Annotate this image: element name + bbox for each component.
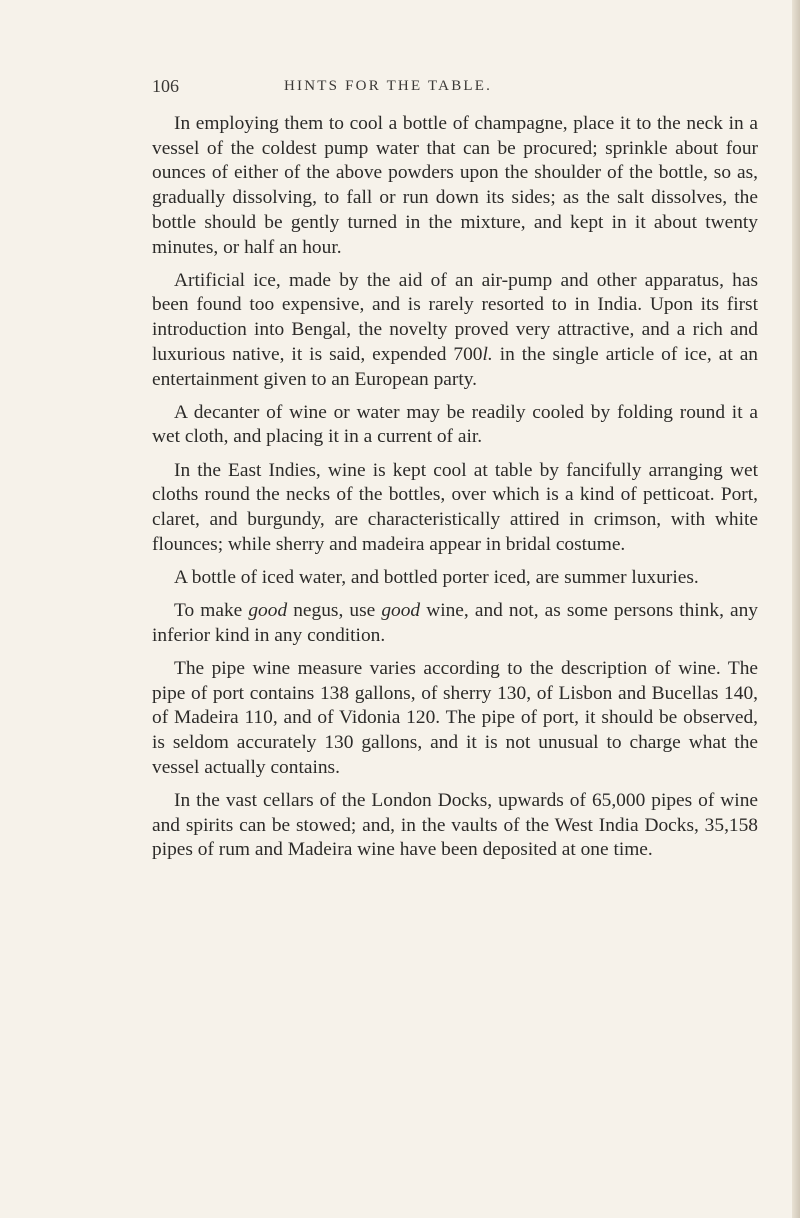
paragraph-text: The pipe wine measure varies according to the description of wine. The pipe of port contains 138 gallons, of sherry 130, of Lisbon and Bucellas 140, of Madeira 110, and of Vidonia 120. The pipe of port, it should be observed, is seldom accurately 130 gallons, and it is not unusual to charge what the vessel actually contains. [152, 658, 758, 778]
paragraph-london-docks [152, 789, 758, 863]
paragraph-text: In the East Indies, wine is kept cool at table by fancifully arranging wet cloths round the necks of the bottles, over which is a kind of petticoat. Port, claret, and burgundy, are characteristically attired in crimson, with white flounces; while sherry and madeira appear in bridal costume. [152, 459, 758, 555]
paragraph-pipe-measure [152, 657, 758, 781]
paragraph-text: A bottle of iced water, and bottled porter iced, are summer luxuries. [174, 566, 699, 588]
paragraph-champagne-cooling [152, 112, 758, 260]
body-text [152, 112, 758, 872]
running-head: HINTS FOR THE TABLE. [284, 78, 493, 94]
paragraph-text: A decanter of wine or water may be readily cooled by folding round it a wet cloth, and placing it in a current of air. [152, 401, 758, 448]
paragraph-text: To make [174, 600, 249, 622]
emphasis-good: good [381, 600, 421, 622]
paragraph-text: negus, use [287, 600, 382, 622]
page-number: 106 [152, 76, 179, 96]
paragraph-text: In employing them to cool a bottle of champagne, place it to the neck in a vessel of the coldest pump water that can be procured; sprinkle about four ounces of either of the above powders upon the shoulder of the bottle, so as, gradually dissolving, to fall or run down its sides; as the salt dissolves, the bottle should be gently turned in the mixture, and kept in it about twenty minutes, or half an hour. [152, 113, 758, 258]
paragraph-decanter [152, 401, 758, 450]
paragraph-text: wine, and not, as some persons think, any inferior kind in any condition. [152, 600, 759, 646]
paragraph-text: Artificial ice, made by the aid of an air-pump and other apparatus, has been found too expensive, and is rarely resorted to in India. Upon its first introduction into Bengal, the novelty proved very attractive, and a rich and luxurious native, it is said, expended 700 [152, 269, 758, 365]
paragraph-text: In the vast cellars of the London Docks, upwards of 65,000 pipes of wine and spirits can be stowed; and, in the vaults of the West India Docks, 35,158 pipes of rum and Madeira wine have been deposited at one time. [152, 790, 758, 861]
emphasis-good: good [248, 600, 288, 622]
paragraph-iced-water [152, 566, 758, 591]
page-edge [792, 0, 800, 1218]
paragraph-negus [152, 599, 758, 648]
page-header [152, 76, 752, 102]
paragraph-text: in the single article of ice, at an entertainment given to an European party. [152, 343, 758, 390]
currency-abbreviation: l. [482, 343, 493, 365]
paragraph-east-indies [152, 459, 758, 558]
paragraph-artificial-ice [152, 269, 758, 393]
